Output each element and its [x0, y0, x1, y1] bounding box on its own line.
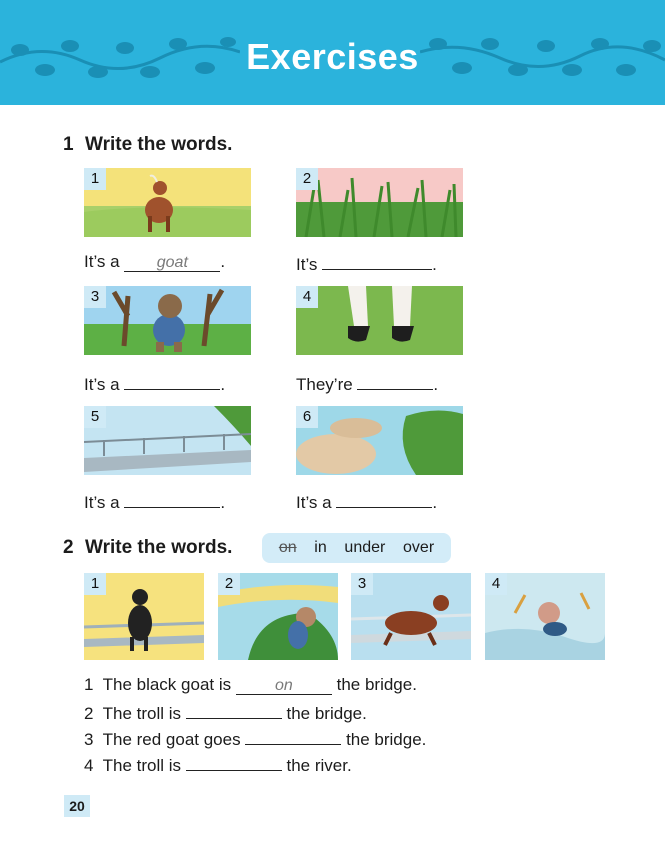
answer-blank[interactable]: goat [124, 254, 220, 272]
answer-blank[interactable] [186, 701, 282, 719]
answer-blank[interactable] [357, 372, 433, 390]
picture-number-badge: 3 [84, 286, 106, 308]
troll-in-river-picture [485, 573, 605, 660]
picture-number-badge: 1 [84, 573, 106, 595]
exercise-2-sentence-3: 3 The red goat goes the bridge. [84, 727, 426, 750]
goat-in-meadow-picture [84, 168, 251, 237]
picture-number-badge: 6 [296, 406, 318, 428]
answer-blank[interactable] [245, 727, 341, 745]
black-goat-on-bridge-picture [84, 573, 204, 660]
exercise-2-sentence-4: 4 The troll is the river. [84, 753, 352, 776]
page-title: Exercises [246, 36, 419, 77]
troll-picture [84, 286, 251, 355]
red-goat-over-bridge-picture [351, 573, 471, 660]
answer-blank[interactable] [124, 490, 220, 508]
picture-number-badge: 2 [296, 168, 318, 190]
exercise-1-sentence-1: It’s a goat . [84, 252, 226, 271]
exercise-1-sentence-6: It’s a . [296, 490, 437, 513]
word-bank-item: in [314, 539, 327, 556]
picture-number-badge: 4 [485, 573, 507, 595]
exercise-1-sentence-5: It’s a . [84, 490, 225, 513]
answer-blank[interactable]: on [236, 677, 332, 695]
exercise-1-sentence-4: They’re . [296, 372, 438, 395]
word-bank-item: on [278, 539, 297, 556]
picture-number-badge: 2 [218, 573, 240, 595]
troll-under-bridge-picture [218, 573, 338, 660]
exercise-2-sentence-1: 1 The black goat is on the bridge. [84, 675, 417, 694]
exercise-1-sentence-2: It’s . [296, 252, 437, 275]
page-header [0, 0, 665, 105]
page-number: 20 [64, 795, 90, 817]
picture-number-badge: 1 [84, 168, 106, 190]
exercise-1-number: 1 [63, 134, 74, 155]
grass-picture [296, 168, 463, 237]
answer-blank[interactable] [124, 372, 220, 390]
answer-blank[interactable] [186, 753, 282, 771]
word-bank [262, 533, 451, 563]
picture-number-badge: 5 [84, 406, 106, 428]
exercise-1-sentence-3: It’s a . [84, 372, 225, 395]
picture-number-badge: 4 [296, 286, 318, 308]
answer-blank[interactable] [322, 252, 432, 270]
exercise-2-sentence-2: 2 The troll is the bridge. [84, 701, 367, 724]
answer-blank[interactable] [336, 490, 432, 508]
word-bank-item: under [344, 539, 386, 556]
river-picture [296, 406, 463, 475]
word-bank-item: over [403, 539, 435, 556]
exercise-1-title: Write the words. [85, 134, 233, 155]
exercise-2-number: 2 [63, 537, 74, 558]
hooves-picture [296, 286, 463, 355]
exercise-2-title: Write the words. [85, 537, 233, 558]
picture-number-badge: 3 [351, 573, 373, 595]
bridge-picture [84, 406, 251, 475]
